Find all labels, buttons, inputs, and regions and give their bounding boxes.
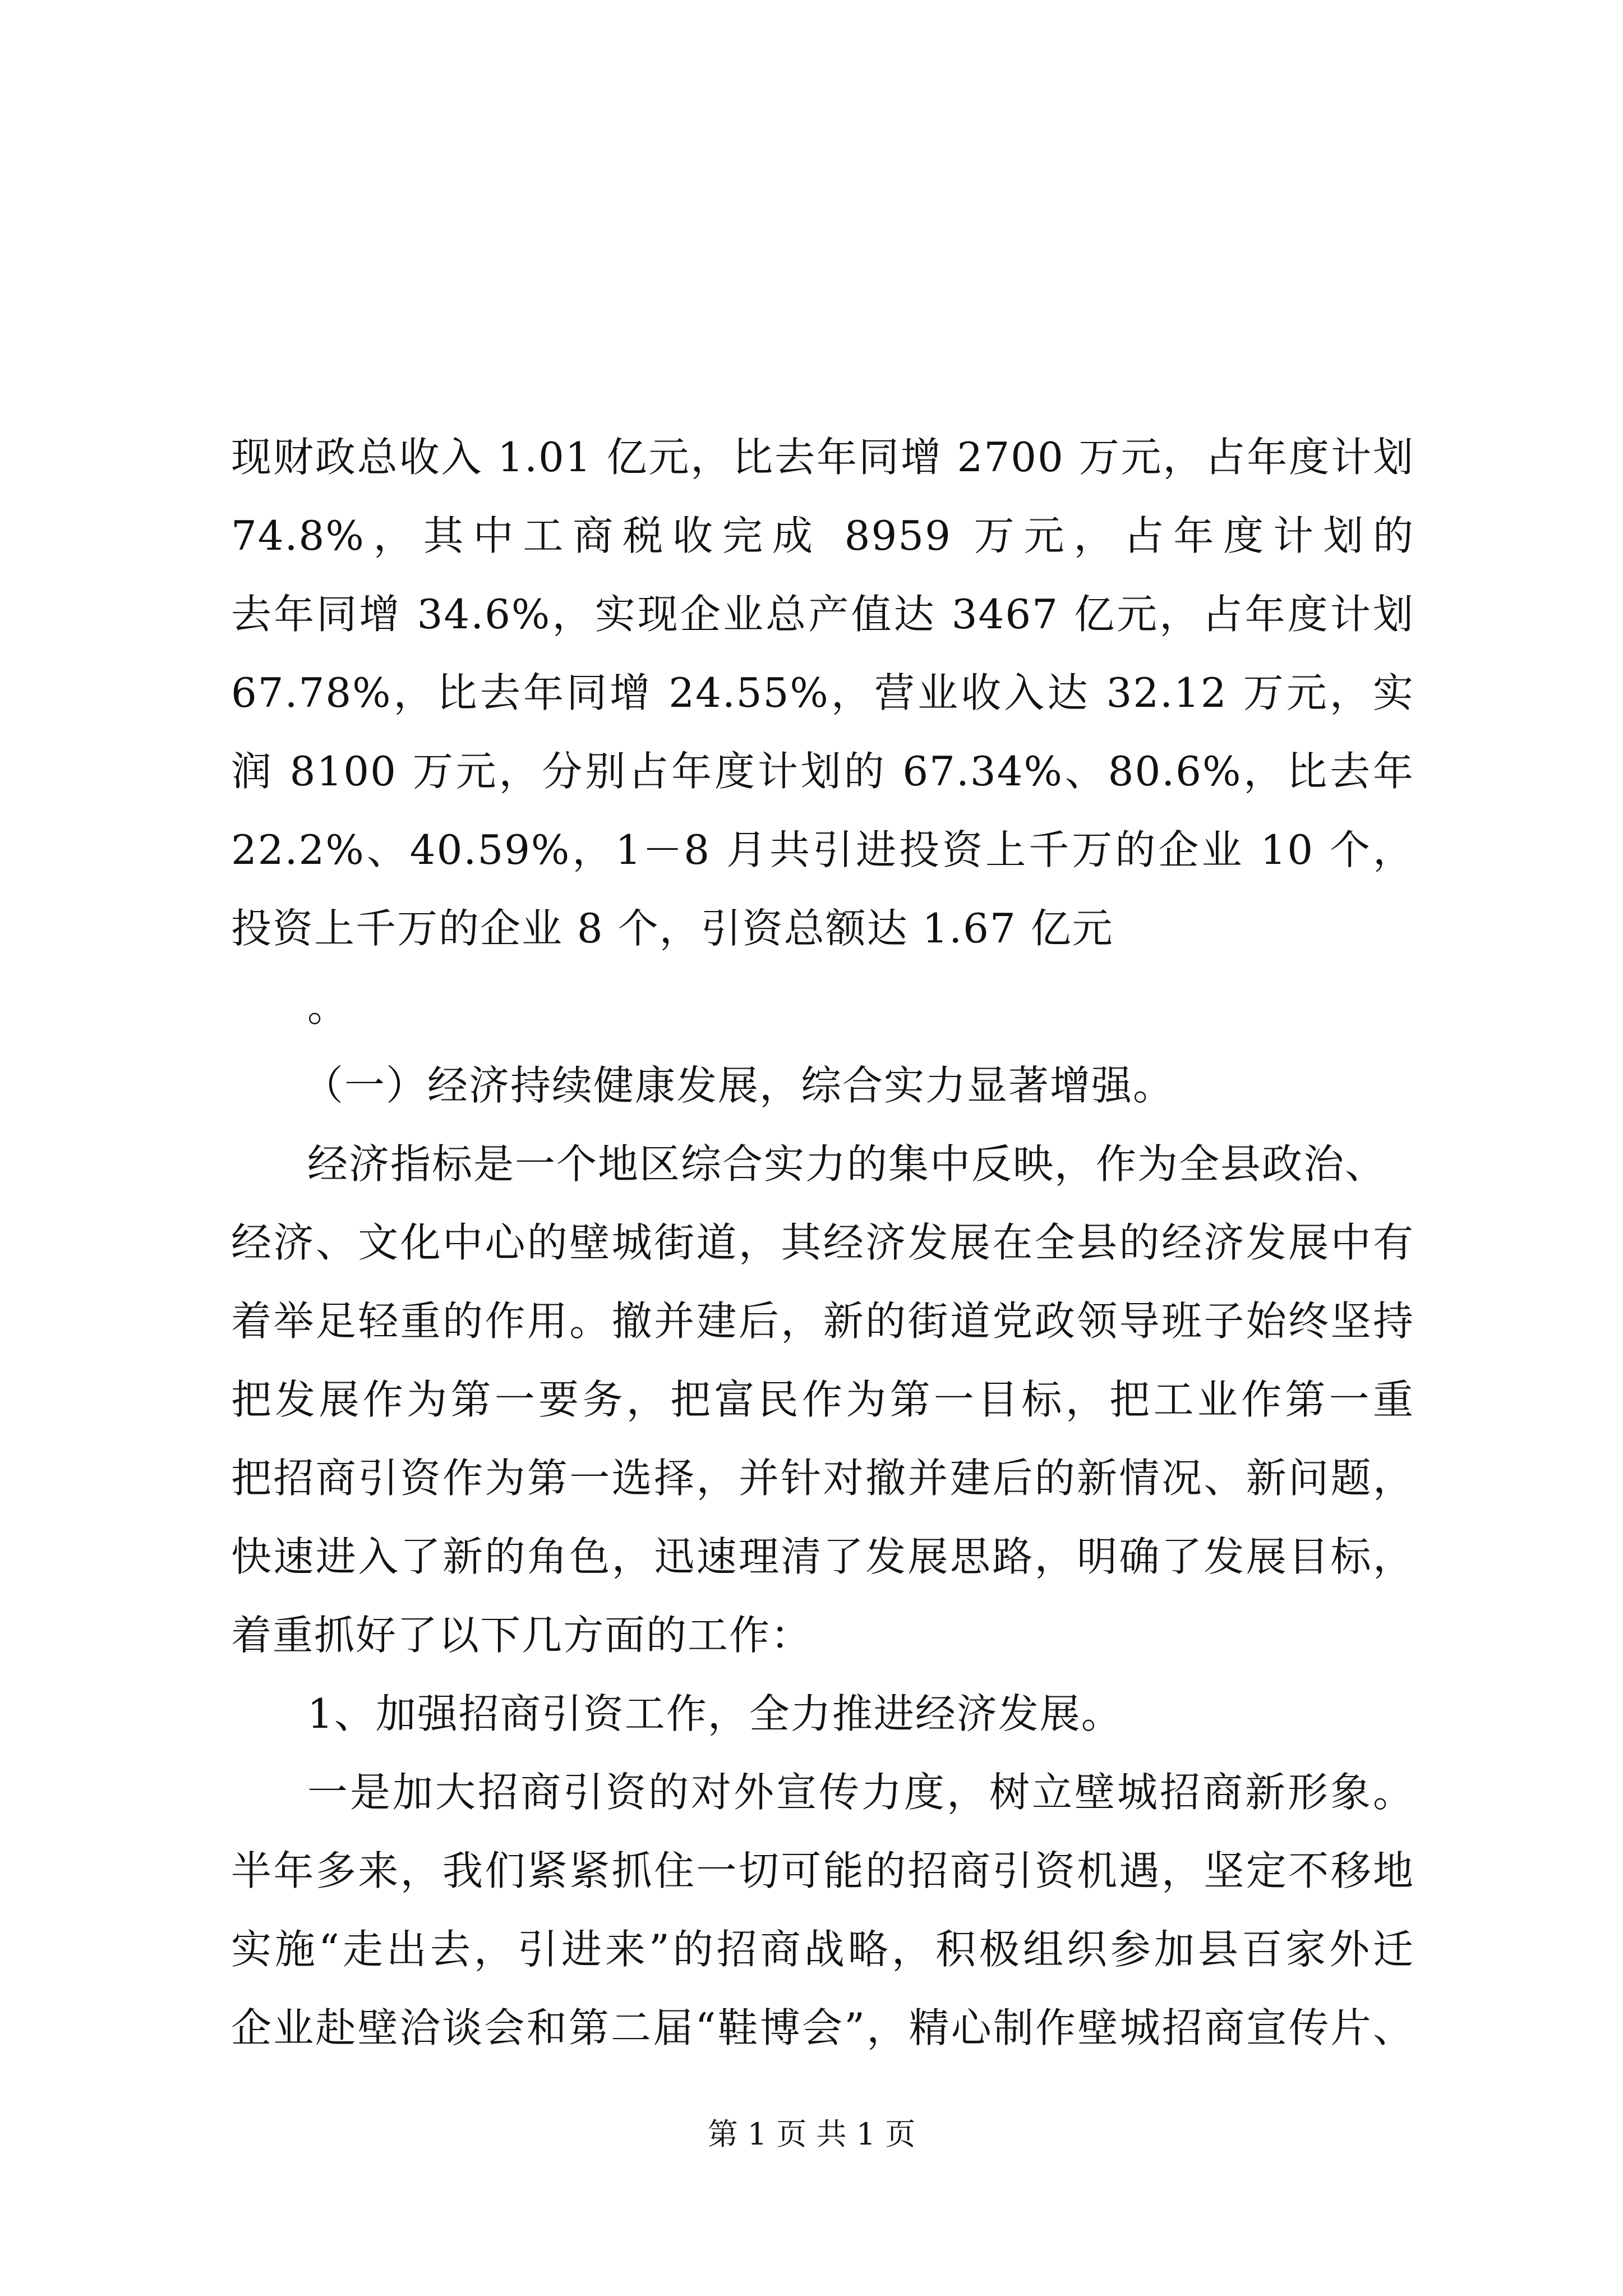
text-line: 现财政总收入 1.01 亿元，比去年同增 2700 万元，占年度计划 (231, 434, 1414, 481)
section-heading: （一）经济持续健康发展，综合实力显著增强。 (303, 1062, 1175, 1109)
text-line: 经济、文化中心的壁城街道，其经济发展在全县的经济发展中有 (231, 1219, 1414, 1266)
text-line: 74.8%，其中工商税收完成 8959 万元，占年度计划的 (231, 512, 1414, 559)
text-line: 润 8100 万元，分别占年度计划的 67.34%、80.6%，比去年 (231, 748, 1414, 795)
text-line: 半年多来，我们紧紧抓住一切可能的招商引资机遇，坚定不移地 (231, 1847, 1414, 1894)
page-footer: 第 1 页 共 1 页 (707, 2116, 916, 2152)
text-line: 。 (307, 983, 349, 1030)
text-line: 着举足轻重的作用。撤并建后，新的街道党政领导班子始终坚持 (231, 1297, 1414, 1345)
text-line: 经济指标是一个地区综合实力的集中反映，作为全县政治、 (307, 1140, 1387, 1188)
text-line: 一是加大招商引资的对外宣传力度，树立壁城招商新形象。 (307, 1769, 1414, 1816)
text-line: 把发展作为第一要务，把富民作为第一目标，把工业作第一重 (231, 1376, 1414, 1423)
text-line: 实施“走出去，引进来”的招商战略，积极组织参加县百家外迁 (231, 1926, 1414, 1973)
text-line: 企业赴壁洽谈会和第二届“鞋博会”，精心制作壁城招商宣传片、 (231, 2004, 1414, 2051)
text-line: 着重抓好了以下几方面的工作： (231, 1612, 813, 1659)
text-line: 去年同增 34.6%，实现企业总产值达 3467 亿元，占年度计划 (231, 591, 1414, 638)
text-line: 67.78%，比去年同增 24.55%，营业收入达 32.12 万元，实 (231, 669, 1414, 716)
subsection-heading: 1、加强招商引资工作，全力推进经济发展。 (307, 1690, 1123, 1737)
text-line: 投资上千万的企业 8 个，引资总额达 1.67 亿元 (231, 905, 1114, 952)
text-line: 22.2%、40.59%，1－8 月共引进投资上千万的企业 10 个， (231, 826, 1414, 873)
text-line: 快速进入了新的角色，迅速理清了发展思路，明确了发展目标， (231, 1533, 1414, 1580)
text-line: 把招商引资作为第一选择，并针对撤并建后的新情况、新问题， (231, 1455, 1414, 1502)
